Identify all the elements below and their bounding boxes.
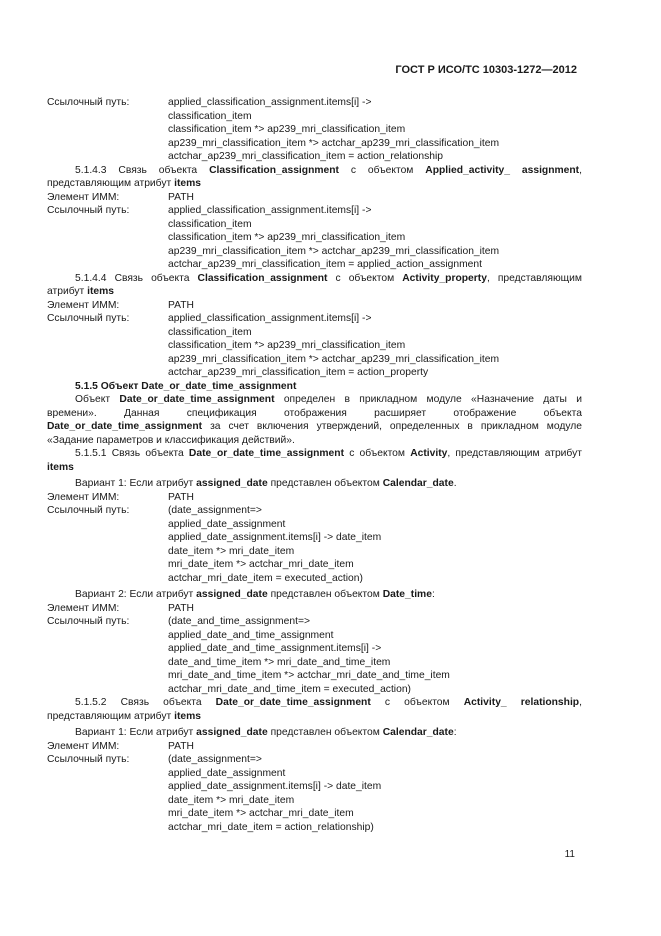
path-line: ap239_mri_classification_item *> actchar_ap239_mri_classification_item: [168, 353, 500, 365]
reference-path-label: Ссылочный путь:: [47, 616, 130, 627]
path-line: actchar_ap239_mri_classification_item = action_relationship: [168, 151, 444, 162]
section-5-1-4-3: 5.1.4.3 Связь объекта Classification_assignment с объектом Applied_activity_ assignment, представляющим атрибут items: [47, 164, 582, 189]
imm-element-value: PATH: [168, 299, 194, 311]
imm-element-label: Элемент ИММ:: [47, 299, 120, 311]
imm-element-row: [47, 740, 582, 754]
section-5-1-5-paragraph: Объект Date_or_date_time_assignment определен в прикладном модуле «Назначение даты и времени». Данная спецификация отображения расширяет отображение объекта Date_or_date_time_assignment за счет включения утверждений, определенных в прикладном модуле «Задание параметров и классификация действий».: [47, 394, 582, 446]
reference-path-row: [47, 504, 582, 518]
path-line: classification_item: [168, 326, 252, 338]
imm-element-label: Элемент ИММ:: [47, 740, 120, 752]
path-line: actchar_mri_date_item = action_relationship): [168, 821, 374, 833]
imm-element-row: [47, 491, 582, 505]
reference-path-row: [47, 615, 582, 629]
path-line: actchar_ap239_mri_classification_item = applied_action_assignment: [168, 259, 482, 270]
reference-path-row: [47, 312, 582, 326]
path-line: (date_and_time_assignment=>: [168, 616, 310, 627]
path-line: (date_assignment=>: [168, 754, 262, 765]
variant-1: Вариант 1: Если атрибут assigned_date представлен объектом Calendar_date.: [75, 478, 457, 489]
reference-path-label: Ссылочный путь:: [47, 205, 130, 216]
variant-2: Вариант 2: Если атрибут assigned_date представлен объектом Date_time:: [75, 589, 435, 600]
path-line: classification_item *> ap239_mri_classification_item: [168, 340, 406, 351]
path-line: mri_date_item *> actchar_mri_date_item: [168, 559, 354, 570]
reference-path-label: Ссылочный путь:: [47, 97, 130, 108]
path-line: applied_date_assignment: [168, 518, 286, 530]
reference-path-label: Ссылочный путь:: [47, 505, 130, 516]
variant-1: Вариант 1: Если атрибут assigned_date представлен объектом Calendar_date:: [75, 727, 457, 738]
path-line: classification_item *> ap239_mri_classification_item: [168, 124, 406, 135]
page-number: 11: [564, 849, 575, 860]
section-5-1-5-heading: 5.1.5 Объект Date_or_date_time_assignment: [75, 380, 297, 392]
path-line: actchar_ap239_mri_classification_item = action_property: [168, 367, 429, 378]
section-5-1-5-2: 5.1.5.2 Связь объекта Date_or_date_time_assignment с объектом Activity_ relationship, представляющим атрибут items: [47, 697, 582, 722]
path-line: applied_classification_assignment.items[i] ->: [168, 205, 372, 216]
imm-element-label: Элемент ИММ:: [47, 602, 120, 614]
path-line: applied_classification_assignment.items[i] ->: [168, 97, 372, 108]
path-line: actchar_mri_date_and_time_item = executed_action): [168, 683, 411, 695]
page-content: [47, 96, 582, 834]
section-5-1-4-4: 5.1.4.4 Связь объекта Classification_assignment с объектом Activity_property, представляющим атрибут items: [47, 272, 582, 297]
path-line: classification_item *> ap239_mri_classification_item: [168, 232, 406, 243]
path-line: mri_date_item *> actchar_mri_date_item: [168, 808, 354, 819]
path-line: date_item *> mri_date_item: [168, 545, 295, 557]
imm-element-row: [47, 299, 582, 313]
path-line: classification_item: [168, 218, 252, 230]
path-line: (date_assignment=>: [168, 505, 262, 516]
section-5-1-5-1: 5.1.5.1 Связь объекта Date_or_date_time_assignment с объектом Activity, представляющим атрибут items: [47, 448, 582, 473]
imm-element-label: Элемент ИММ:: [47, 491, 120, 503]
imm-element-value: PATH: [168, 191, 194, 203]
path-line: applied_date_and_time_assignment: [168, 629, 334, 641]
imm-element-row: [47, 191, 582, 205]
reference-path-row: [47, 753, 582, 767]
path-line: classification_item: [168, 110, 252, 122]
path-line: actchar_mri_date_item = executed_action): [168, 572, 363, 584]
path-line: date_item *> mri_date_item: [168, 794, 295, 806]
path-line: applied_date_assignment: [168, 767, 286, 779]
path-line: date_and_time_item *> mri_date_and_time_item: [168, 656, 391, 668]
standard-header: ГОСТ Р ИСО/ТС 10303-1272—2012: [395, 64, 577, 76]
path-line: ap239_mri_classification_item *> actchar_ap239_mri_classification_item: [168, 137, 500, 149]
path-line: mri_date_and_time_item *> actchar_mri_date_and_time_item: [168, 670, 450, 681]
imm-element-value: PATH: [168, 740, 194, 752]
path-line: applied_date_assignment.items[i] -> date_item: [168, 532, 382, 543]
imm-element-value: PATH: [168, 602, 194, 614]
imm-element-row: [47, 602, 582, 616]
path-line: applied_classification_assignment.items[i] ->: [168, 313, 372, 324]
imm-element-label: Элемент ИММ:: [47, 191, 120, 203]
path-line: applied_date_assignment.items[i] -> date_item: [168, 781, 382, 792]
reference-path-row: [47, 204, 582, 218]
reference-path-label: Ссылочный путь:: [47, 313, 130, 324]
path-line: applied_date_and_time_assignment.items[i] ->: [168, 643, 382, 654]
path-line: ap239_mri_classification_item *> actchar_ap239_mri_classification_item: [168, 245, 500, 257]
reference-path-row: [47, 96, 582, 110]
reference-path-label: Ссылочный путь:: [47, 754, 130, 765]
imm-element-value: PATH: [168, 491, 194, 503]
